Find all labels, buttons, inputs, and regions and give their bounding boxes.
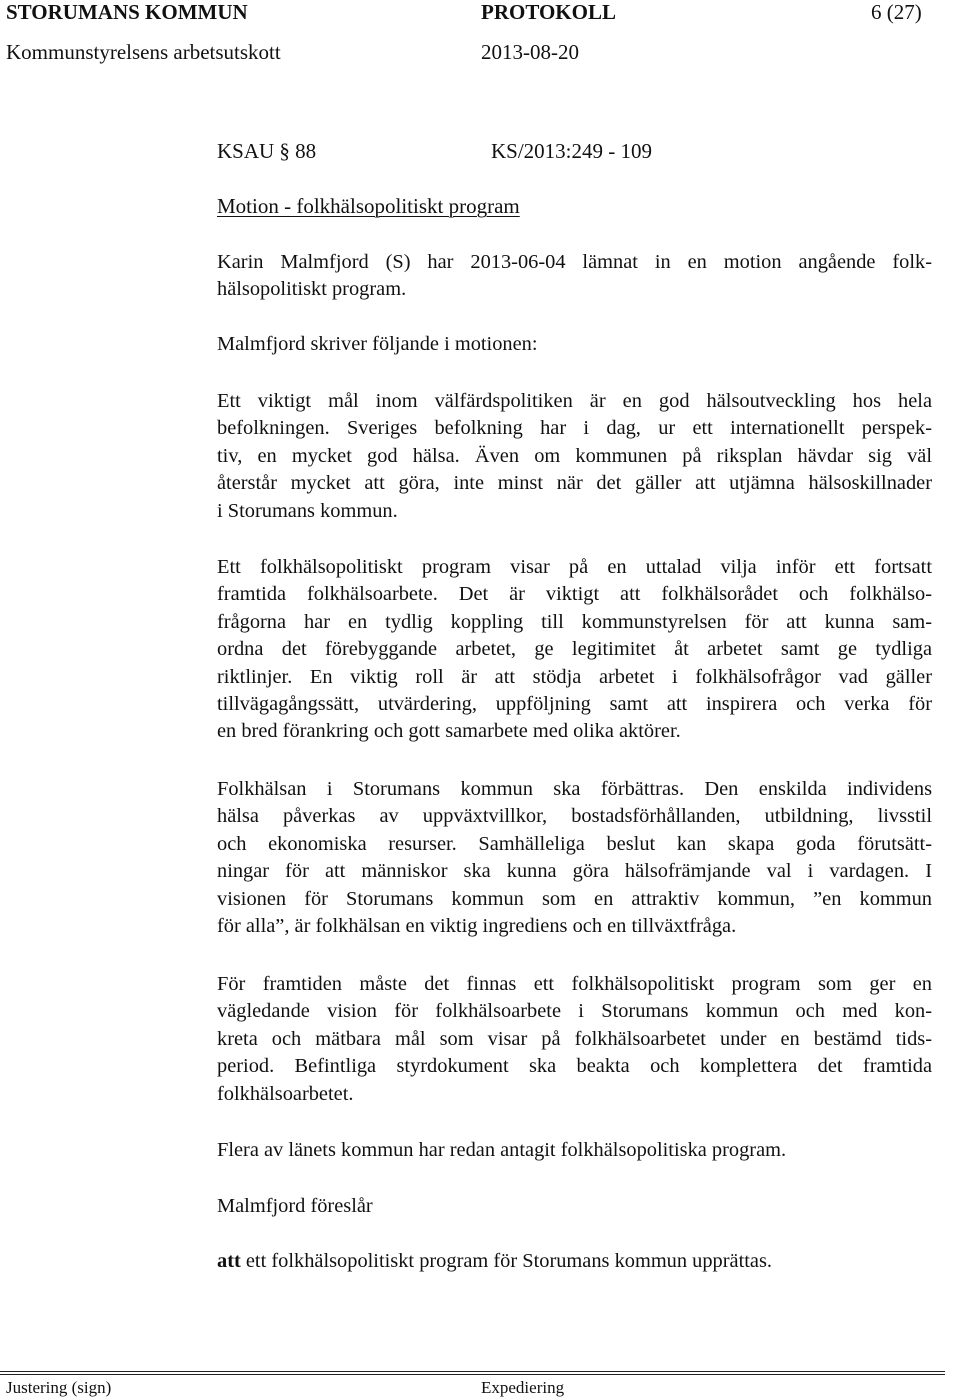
text-line: i Storumans kommun. [217,499,398,522]
footer-expediering-label: Expediering [481,1378,565,1397]
text-line: tiv, en mycket god hälsa. Även om kommunen på riksplan hävdar sig väl [217,444,932,467]
org-name: STORUMANS KOMMUN [6,0,248,24]
proposal [217,1248,932,1275]
paragraph-quote-3 [217,776,932,940]
text-line: befolkningen. Sveriges befolkning har i dag, ur ett internationellt perspek- [217,417,932,440]
text-line: en bred förankring och gott samarbete med olika aktörer. [217,720,681,743]
footer-divider [0,1374,945,1375]
text-line: ningar för att människor ska kunna göra hälsofrämjande val i vardagen. I [217,860,932,883]
proposal-text: ett folkhälsopolitiskt program för Storumans kommun upprättas. [240,1250,773,1272]
text-line: ordna det förebyggande arbetet, ge legitimitet åt arbetet samt ge tydliga [217,638,932,661]
paragraph-motion-lead [217,331,932,358]
case-reference: KS/2013:249 - 109 [491,139,653,163]
paragraph-quote-2 [217,554,932,746]
footer-divider [0,1371,945,1372]
text-line: Ett viktigt mål inom välfärdspolitiken är en god hälsoutveckling hos hela [217,390,932,412]
text-line: visionen för Storumans kommun som en attraktiv kommun, ”en kommun [217,887,932,910]
text-line: vägledande vision för folkhälsoarbete i Storumans kommun och med kon- [217,1000,932,1023]
text-line: period. Befintliga styrdokument ska beakta och komplettera det framtida [217,1055,932,1078]
case-title: Motion - folkhälsopolitiskt program [217,194,520,218]
text-line: Malmfjord föreslår [217,1195,373,1217]
text-line: riktlinjer. En viktig roll är att stödja arbetet i folkhälsofrågor vad gäller [217,665,932,688]
paragraph-quote-1 [217,388,932,525]
text-line: och ekonomiska resurser. Samhälleliga beslut kan skapa goda förutsätt- [217,832,932,855]
text-line: folkhälsoarbetet. [217,1082,354,1105]
paragraph-quote-4 [217,971,932,1108]
committee-name: Kommunstyrelsens arbetsutskott [6,40,281,64]
text-line: Ett folkhälsopolitiskt program visar på en uttalad vilja inför ett fortsatt [217,556,932,578]
text-line: Folkhälsan i Storumans kommun ska förbättras. Den enskilda individens [217,778,932,800]
text-line: För framtiden måste det finnas ett folkhälsopolitiskt program som ger en [217,973,932,995]
text-line: kreta och mätbara mål som visar på folkhälsoarbetet under en bestämd tids- [217,1027,932,1050]
text-line: tillvägagångssätt, utvärdering, uppföljning samt att inspirera och verka för [217,693,932,716]
footer-justering-label: Justering (sign) [6,1378,112,1397]
page-number: 6 (27) [871,0,922,24]
document-type: PROTOKOLL [481,0,616,24]
text-line: för alla”, är folkhälsan en viktig ingrediens och en tillväxtfråga. [217,915,737,938]
proposal-line [217,1248,932,1275]
case-number: KSAU § 88 [217,139,317,163]
text-line: hälsopolitiskt program. [217,278,407,301]
text-line: frågorna har en tydlig koppling till kommunstyrelsen för att kunna sam- [217,610,932,633]
paragraph-proposer [217,1193,932,1220]
meeting-date: 2013-08-20 [481,40,579,64]
proposal-keyword: att [217,1250,241,1272]
text-line: Malmfjord skriver följande i motionen: [217,333,538,355]
text-line: Karin Malmfjord (S) har 2013-06-04 lämnat in en motion angående folk- [217,251,932,273]
paragraph-intro [217,249,932,304]
text-line: hälsa påverkas av uppväxtvillkor, bostadsförhållanden, utbildning, livsstil [217,805,932,828]
paragraph-quote-5 [217,1137,932,1164]
text-line: Flera av länets kommun har redan antagit folkhälsopolitiska program. [217,1139,787,1161]
text-line: återstår mycket att göra, inte minst när det gäller att utjämna hälsoskillnader [217,472,932,495]
text-line: framtida folkhälsoarbete. Det är viktigt att folkhälsorådet och folkhälso- [217,583,932,606]
